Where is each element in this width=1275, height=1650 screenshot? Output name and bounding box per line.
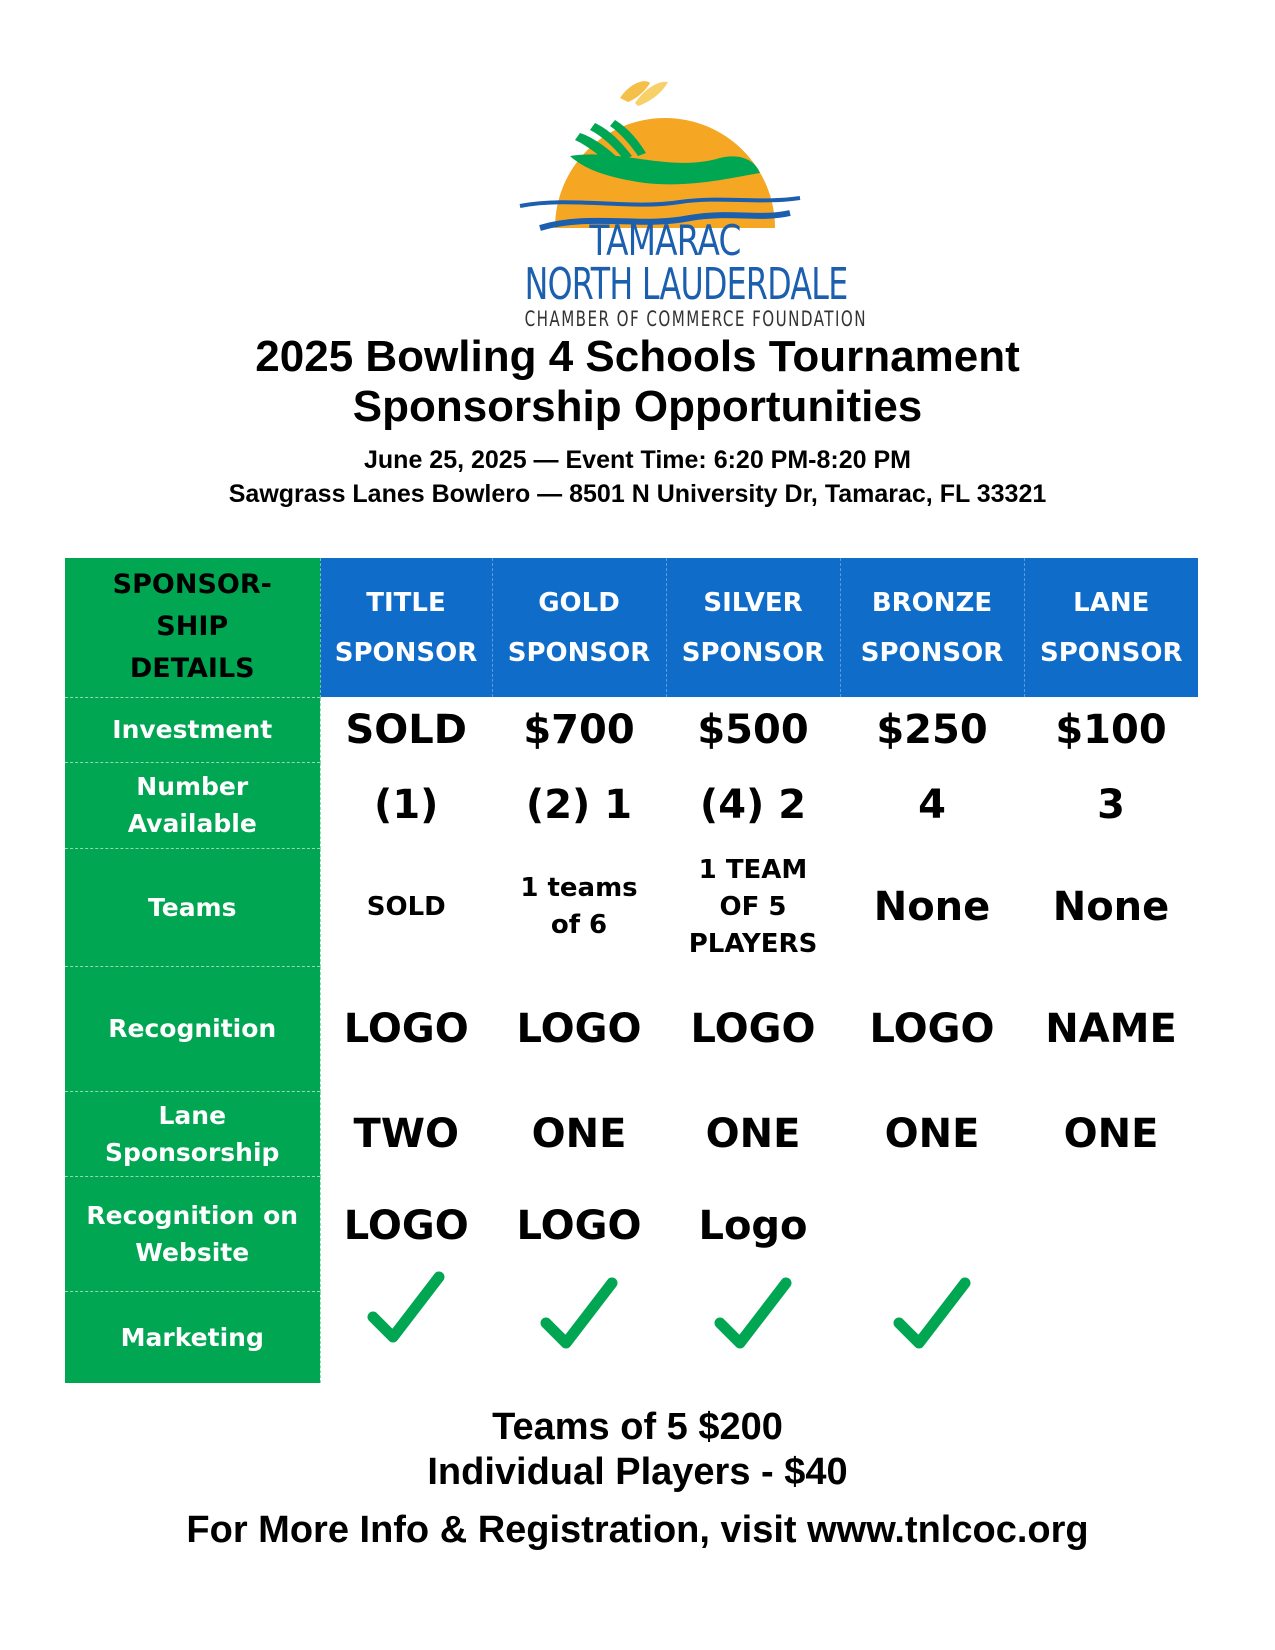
table-cell: NAME [1024, 966, 1198, 1091]
table-cell [840, 1291, 1024, 1383]
tier-name: GOLD [538, 587, 620, 618]
table-cell: None [840, 848, 1024, 966]
tier-header-bronze [840, 558, 1024, 697]
table-cell: TWO [320, 1091, 492, 1176]
table-cell [840, 1176, 1024, 1291]
table-cell: $100 [1024, 697, 1198, 762]
table-cell: LOGO [492, 966, 666, 1091]
corner-line: DETAILS [129, 653, 255, 685]
table-cell [492, 1291, 666, 1383]
table-cell: 1 TEAM OF 5 PLAYERS [666, 848, 840, 966]
row-label-text: Lane [158, 1100, 227, 1130]
table-cell [320, 1291, 492, 1383]
chamber-logo [470, 78, 867, 331]
logo-chamber-text: CHAMBER OF COMMERCE FOUNDATION [524, 307, 867, 331]
table-cell: (1) [320, 762, 492, 848]
table-cell [666, 1291, 840, 1383]
table-cell: LOGO [320, 966, 492, 1091]
table-cell: LOGO [666, 966, 840, 1091]
table-cell: $500 [666, 697, 840, 762]
row-label-text: Recognition on [86, 1200, 299, 1230]
tier-sponsor-word: SPONSOR [334, 637, 478, 668]
table-cell: ONE [1024, 1091, 1198, 1176]
table-cell: (2) 1 [492, 762, 666, 848]
corner-line: SHIP [156, 611, 229, 643]
tier-sponsor-word: SPONSOR [681, 637, 825, 668]
table-cell [1024, 1176, 1198, 1291]
tier-header-gold [492, 558, 666, 697]
row-label-recognition [65, 966, 320, 1091]
table-cell: Logo [666, 1176, 840, 1291]
tier-header-lane [1024, 558, 1198, 697]
row-label-text: Available [127, 809, 257, 838]
tier-name: LANE [1073, 587, 1150, 618]
tier-name: BRONZE [871, 587, 993, 618]
individual-price-line: Individual Players - $40 [427, 1451, 848, 1493]
checkmark-icon [361, 1269, 451, 1349]
table-cell: LOGO [320, 1176, 492, 1291]
table-cell: ONE [840, 1091, 1024, 1176]
corner-line: SPONSOR- [112, 569, 272, 601]
tier-sponsor-word: SPONSOR [860, 637, 1004, 668]
table-cell: SOLD [320, 848, 492, 966]
registration-info-line: For More Info & Registration, visit www.tnlcoc.org [186, 1509, 1089, 1551]
table-cell: ONE [666, 1091, 840, 1176]
event-venue-line: Sawgrass Lanes Bowlero — 8501 N University Dr, Tamarac, FL 33321 [228, 480, 1047, 508]
table-cell: LOGO [840, 966, 1024, 1091]
page-title-line2: Sponsorship Opportunities [352, 382, 923, 431]
table-cell: 3 [1024, 762, 1198, 848]
table-cell: $250 [840, 697, 1024, 762]
table-header-row [65, 558, 1198, 697]
table-cell: 1 teams of 6 [492, 848, 666, 966]
table-row-teams [65, 848, 1198, 966]
row-label-recognition-on-website [65, 1176, 320, 1291]
table-row-investment [65, 697, 1198, 762]
table-row-number-available [65, 762, 1198, 848]
row-label-text: Investment [112, 715, 273, 744]
row-label-marketing [65, 1291, 320, 1383]
table-row-recognition-on-website [65, 1176, 1198, 1291]
tier-sponsor-word: SPONSOR [507, 637, 651, 668]
tier-name: SILVER [703, 587, 803, 618]
row-label-text: Sponsorship [105, 1137, 280, 1167]
sponsorship-details-header [65, 558, 320, 697]
table-row-recognition [65, 966, 1198, 1091]
logo-tamarac-text: TAMARAC [589, 216, 741, 265]
table-cell [1024, 1291, 1198, 1383]
team-price-line: Teams of 5 $200 [492, 1406, 783, 1448]
row-label-investment [65, 697, 320, 762]
table-cell: ONE [492, 1091, 666, 1176]
table-row-marketing [65, 1291, 1198, 1383]
tier-header-silver [666, 558, 840, 697]
tier-header-title [320, 558, 492, 697]
table-cell: 4 [840, 762, 1024, 848]
row-label-number-available [65, 762, 320, 848]
checkmark-icon [708, 1275, 798, 1355]
table-cell: (4) 2 [666, 762, 840, 848]
table-row-lane-sponsorship [65, 1091, 1198, 1176]
row-label-text: Recognition [108, 1014, 277, 1043]
event-date-line: June 25, 2025 — Event Time: 6:20 PM-8:20 PM [364, 446, 911, 474]
tier-name: TITLE [366, 587, 446, 618]
table-cell: $700 [492, 697, 666, 762]
row-label-text: Teams [148, 892, 237, 922]
table-cell: LOGO [492, 1176, 666, 1291]
logo-north-lauderdale-text: NORTH LAUDERDALE [524, 259, 848, 310]
checkmark-icon [534, 1275, 624, 1355]
row-label-lane-sponsorship [65, 1091, 320, 1176]
row-label-text: Website [135, 1237, 250, 1267]
table-cell: SOLD [320, 697, 492, 762]
table-cell: None [1024, 848, 1198, 966]
page-title-line1: 2025 Bowling 4 Schools Tournament [255, 332, 1020, 381]
checkmark-icon [887, 1275, 977, 1355]
row-label-teams [65, 848, 320, 966]
row-label-text: Marketing [120, 1322, 264, 1352]
tier-sponsor-word: SPONSOR [1040, 637, 1183, 668]
row-label-text: Number [136, 772, 249, 801]
sponsorship-table [65, 558, 1198, 1383]
